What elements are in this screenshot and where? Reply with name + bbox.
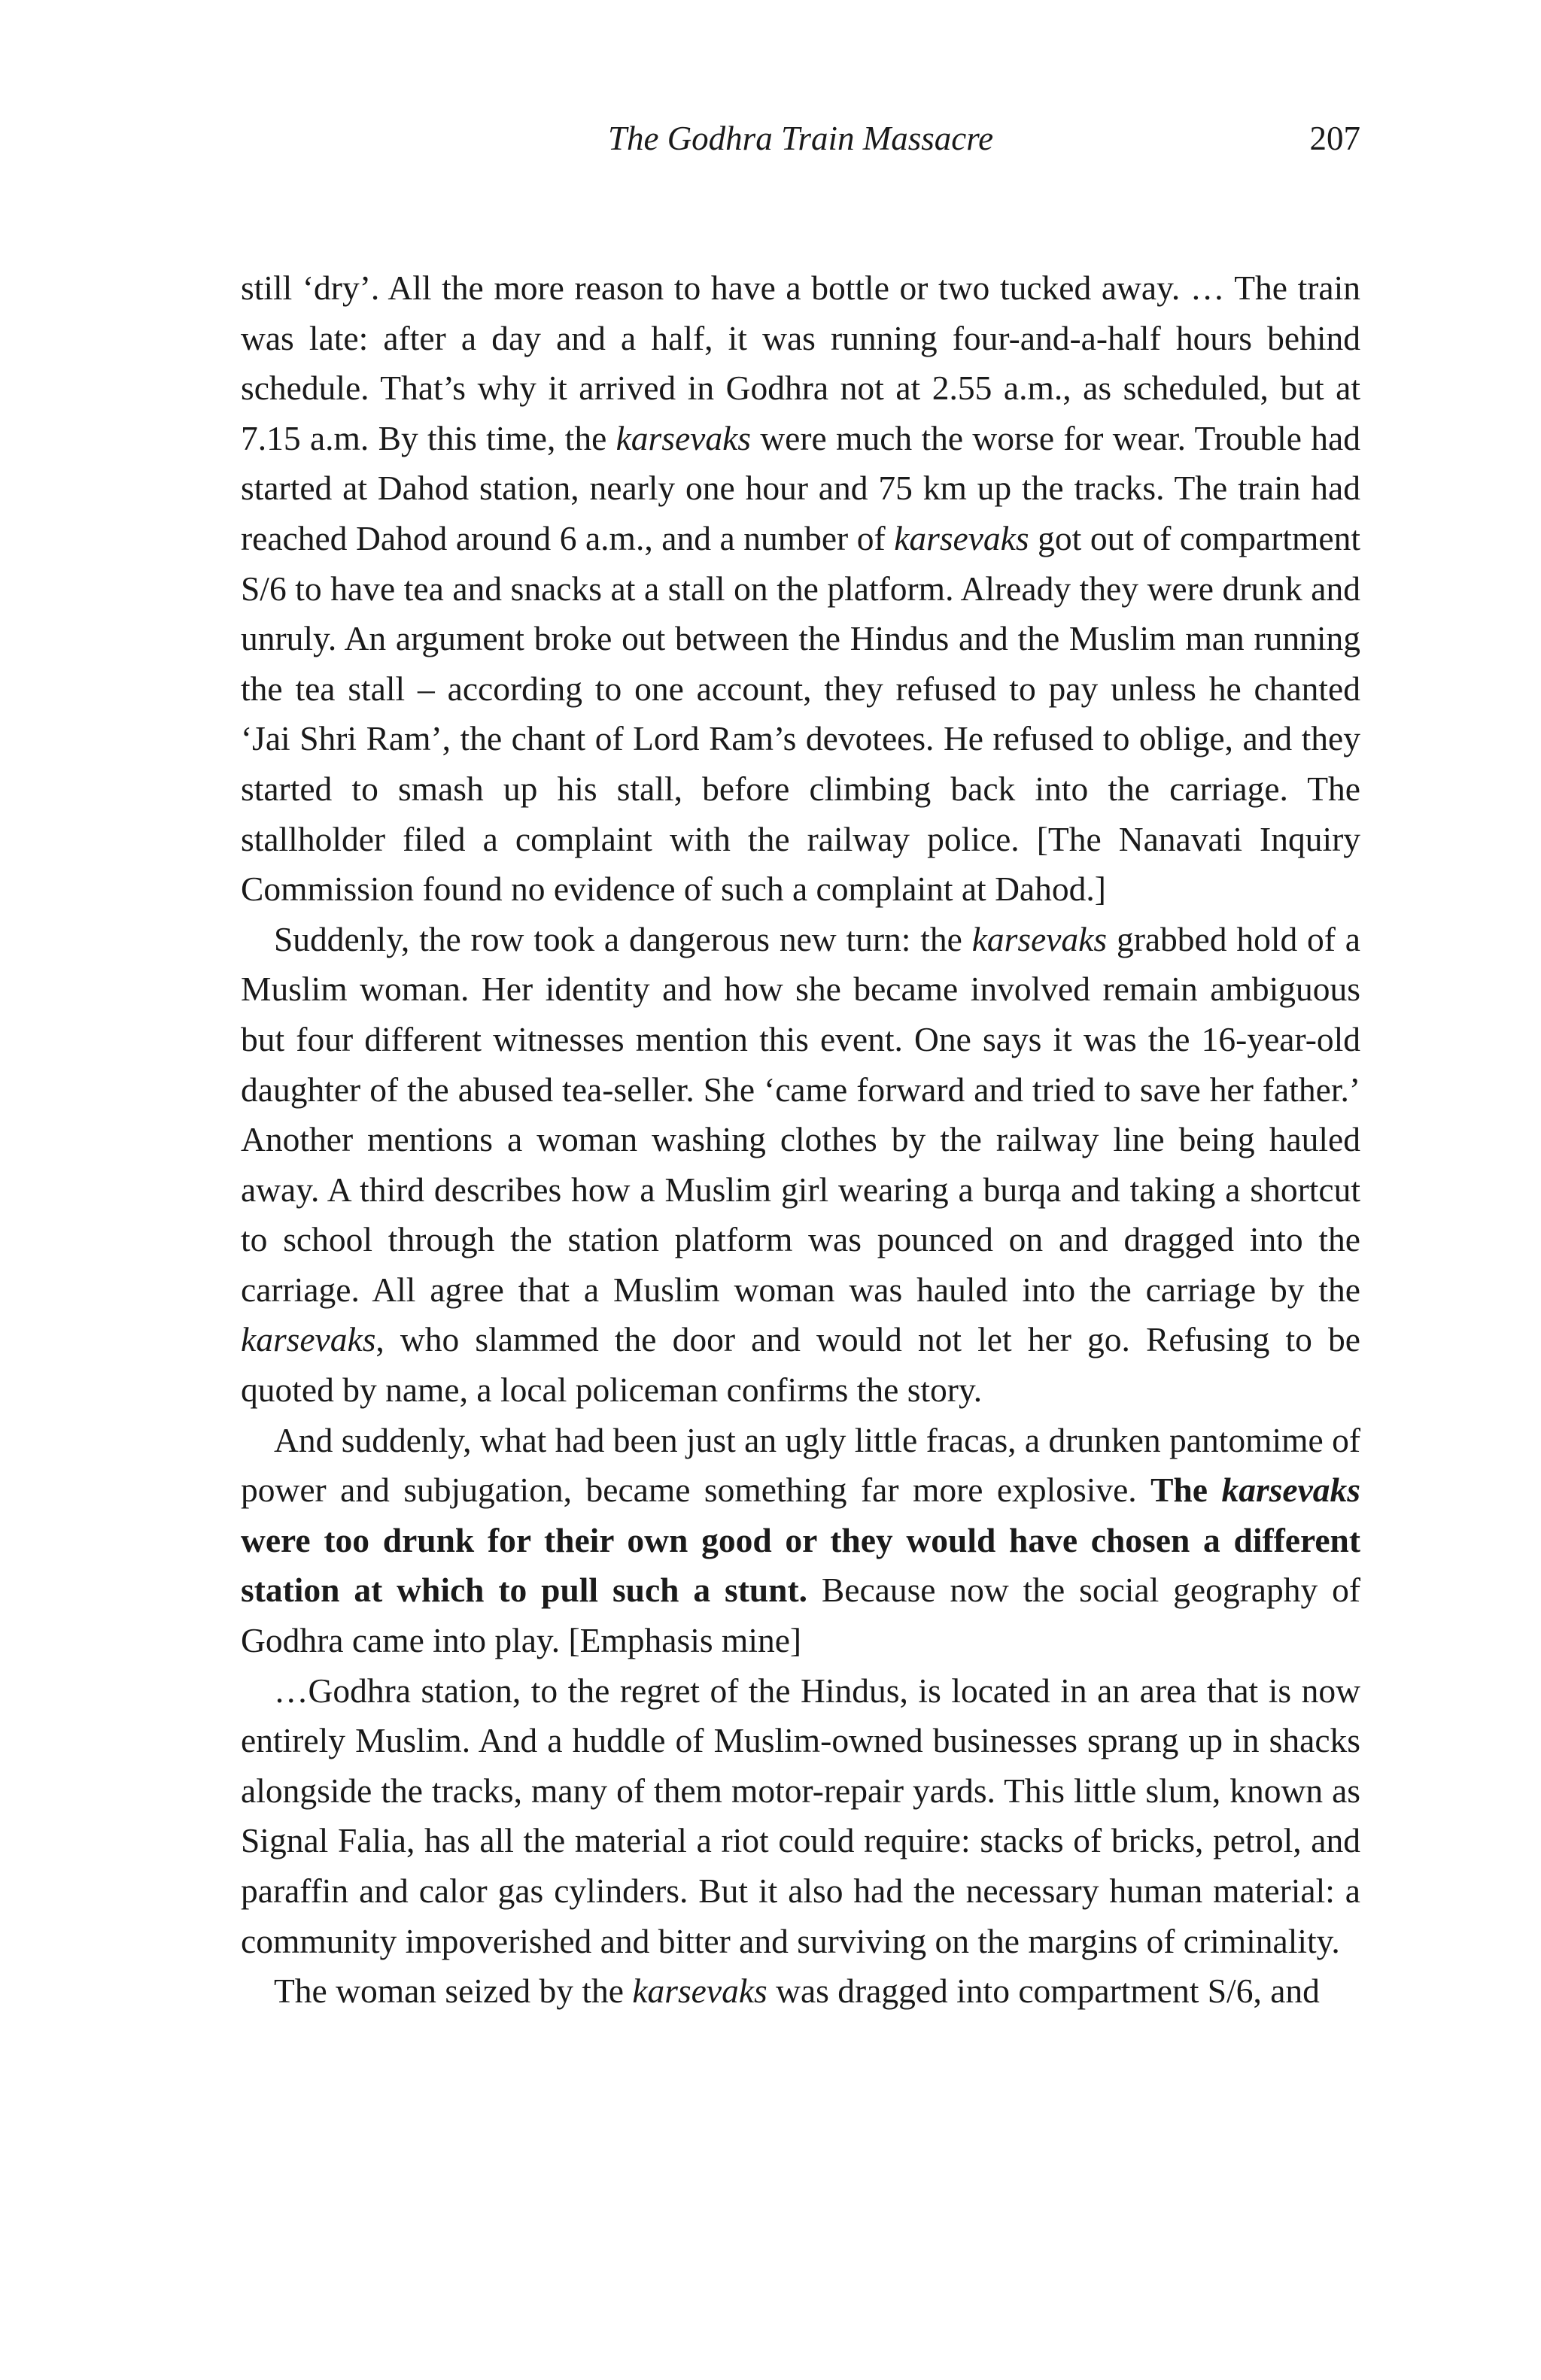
text-run: was dragged into compartment S/6, and — [767, 1972, 1320, 2011]
page-number: 207 — [1309, 120, 1360, 157]
italic-term: karsevaks — [894, 518, 1029, 557]
text-run: Because now the social geography of Godhra came into play. [Emphasis mine] — [241, 1571, 1360, 1660]
bold-run: The — [1150, 1471, 1222, 1510]
text-run: still ‘dry’. All the more reason to have a bottle or two tucked away. … The train was late: after a day and a half, it was running four-and-a-half hours behind schedule. That’s why it arrived in Godhra not at 2.55 a.m., as scheduled, but at 7.15 a.m. By this time, the — [241, 269, 1360, 457]
paragraph-4 — [241, 1666, 1360, 1967]
running-title: The Godhra Train Massacre — [607, 120, 994, 157]
text-run: got out of compartment S/6 to have tea and snacks at a stall on the platform. Already they were drunk and unruly. An argument broke out between the Hindus and the Muslim man running the tea stall – according to one account, they refused to pay unless he chanted ‘Jai Shri Ram’, the chant of Lord Ram’s devotees. He refused to oblige, and they started to smash up his stall, before climbing back into the carriage. The stallholder filed a complaint with the railway police. [The Nanavati Inquiry Commission found no evidence of such a complaint at Dahod.] — [241, 518, 1360, 909]
text-run: grabbed hold of a Muslim woman. Her identity and how she became involved remain ambiguous but four different witnesses mention this event. One says it was the 16-year-old daughter of the abused tea-seller. She ‘came forward and tried to save her father.’ Another mentions a woman washing clothes by the railway line being hauled away. A third describes how a Muslim girl wearing a burqa and taking a shortcut to school through the station platform was pounced on and dragged into the carriage. All agree that a Muslim woman was hauled into the carriage by the — [241, 919, 1361, 1309]
paragraph-1 — [241, 263, 1360, 915]
italic-term: karsevaks — [632, 1972, 767, 2011]
bold-run: were too drunk for their own good or they would have chosen a different station at which to pull such a stunt. — [241, 1520, 1360, 1610]
text-run: , who slammed the door and would not let her go. Refusing to be quoted by name, a local policeman confirms the story. — [241, 1320, 1360, 1410]
paragraph-3 — [241, 1416, 1360, 1666]
text-run: And suddenly, what had been just an ugly little fracas, a drunken pantomime of power and subjugation, became something far more explosive. — [241, 1420, 1360, 1510]
text-run: Suddenly, the row took a dangerous new turn: the — [274, 919, 972, 958]
paragraph-2 — [241, 915, 1360, 1416]
body-text — [241, 263, 1360, 2017]
bold-italic-term: karsevaks — [1221, 1471, 1360, 1510]
text-run: were much the worse for wear. Trouble had started at Dahod station, nearly one hour and 75 km up the tracks. The train had reached Dahod around 6 a.m., and a number of — [241, 418, 1360, 557]
italic-term: karsevaks — [971, 919, 1108, 958]
text-run: The woman seized by the — [274, 1972, 633, 2011]
italic-term: karsevaks — [241, 1320, 376, 1359]
text-run: …Godhra station, to the regret of the Hindus, is located in an area that is now entirely Muslim. And a huddle of Muslim-owned businesses sprang up in shacks alongside the tracks, many of them motor-repair yards. This little slum, known as Signal Falia, has all the material a riot could require: stacks of bricks, petrol, and paraffin and calor gas cylinders. But it also had the necessary human material: a community impoverished and bitter and surviving on the margins of criminality. — [241, 1671, 1360, 1960]
running-head — [241, 114, 1360, 162]
italic-term: karsevaks — [615, 418, 751, 457]
paragraph-5 — [241, 1966, 1360, 2017]
